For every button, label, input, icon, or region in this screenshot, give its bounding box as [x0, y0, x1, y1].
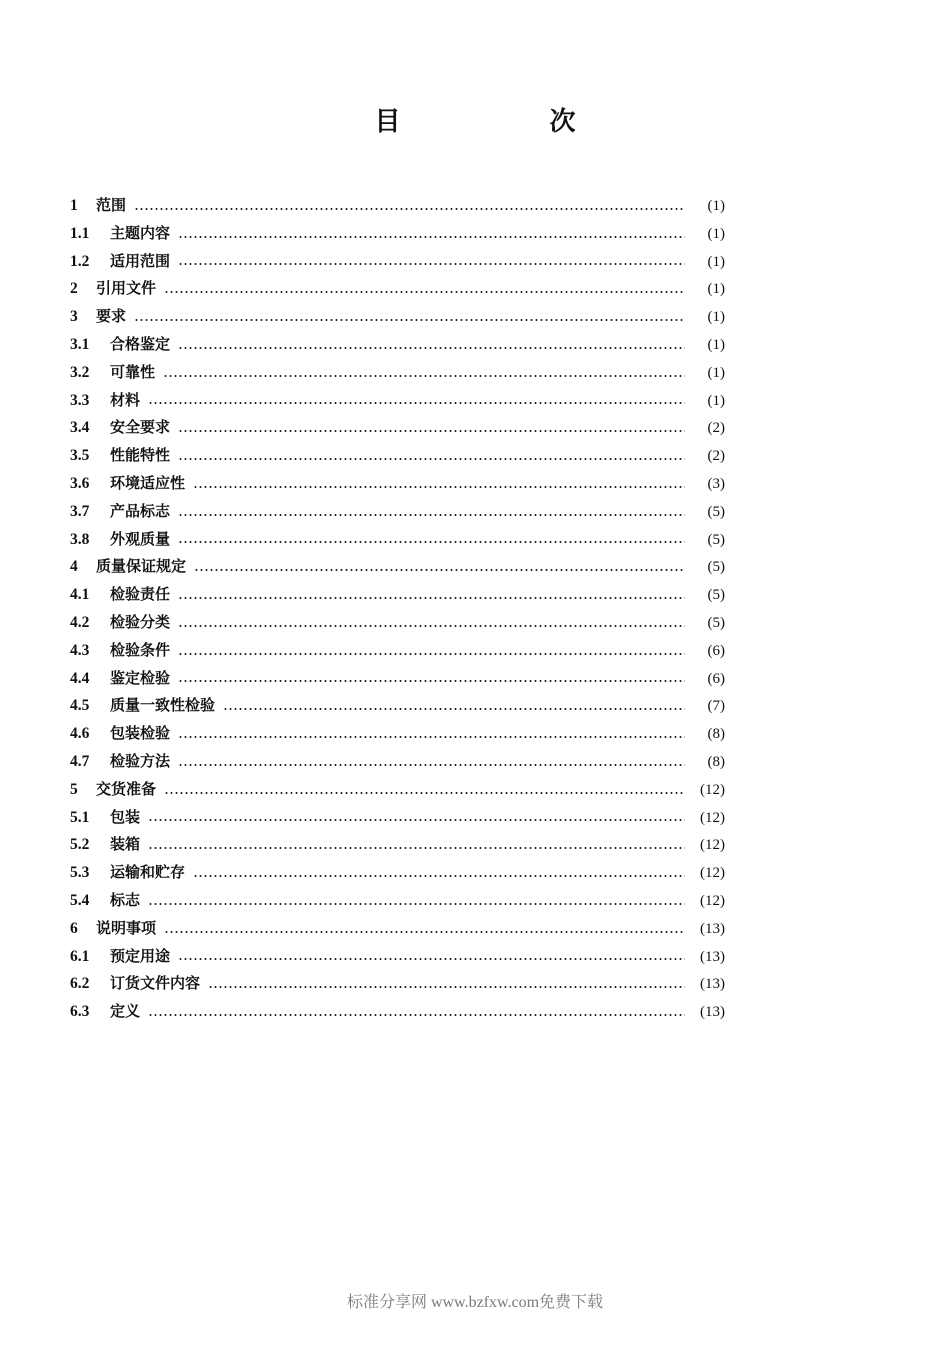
toc-entry-number: 1.2: [70, 252, 90, 270]
toc-entry-title: 包装检验: [110, 724, 171, 743]
toc-entry-number: 3.1: [70, 335, 90, 353]
toc-entry[interactable]: [70, 470, 725, 498]
toc-entry[interactable]: [70, 498, 725, 526]
toc-entry-page: (2): [707, 448, 725, 465]
toc-entry-title: 运输和贮存: [110, 863, 186, 882]
toc-entry-title: 主题内容: [110, 223, 171, 242]
toc-entry-number: 3.5: [70, 447, 90, 465]
toc-entry-number: 3: [70, 308, 78, 326]
toc-entry[interactable]: [70, 220, 725, 248]
toc-entry-number: 6.3: [70, 1003, 90, 1021]
toc-entry[interactable]: [70, 248, 725, 276]
toc-dot-leader: [148, 847, 685, 849]
toc-entry[interactable]: [70, 609, 725, 637]
toc-entry[interactable]: [70, 887, 725, 915]
toc-entry-title: 包装: [110, 807, 141, 826]
toc-entry[interactable]: [70, 692, 725, 720]
toc-entry-title: 可靠性: [110, 362, 156, 381]
toc-entry[interactable]: [70, 414, 725, 442]
toc-entry-page: (13): [700, 920, 725, 937]
toc-entry-title: 定义: [110, 1002, 141, 1021]
footer-watermark: 标准分享网 www.bzfxw.com免费下载: [346, 1294, 604, 1311]
toc-dot-leader: [148, 402, 685, 404]
toc-entry[interactable]: [70, 831, 725, 859]
toc-entry-page: (13): [700, 948, 725, 965]
toc-entry-number: 3.2: [70, 363, 90, 381]
toc-entry-number: 4.2: [70, 613, 90, 631]
toc-entry[interactable]: [70, 748, 725, 776]
toc-entry-title: 订货文件内容: [110, 974, 201, 993]
toc-dot-leader: [193, 875, 685, 877]
toc-entry-number: 3.8: [70, 530, 90, 548]
toc-dot-leader: [223, 708, 685, 710]
toc-entry-page: (8): [707, 753, 725, 770]
page-title: 目 次: [374, 107, 646, 137]
toc-dot-leader: [164, 291, 685, 293]
toc-entry-page: (1): [707, 364, 725, 381]
toc-dot-leader: [134, 319, 685, 321]
toc-dot-leader: [164, 931, 685, 933]
toc-entry-number: 3.7: [70, 502, 90, 520]
toc-entry[interactable]: [70, 637, 725, 665]
toc-entry-number: 6.2: [70, 975, 90, 993]
toc-entry-title: 鉴定检验: [110, 668, 171, 687]
toc-entry-page: (6): [707, 670, 725, 687]
toc-entry[interactable]: [70, 943, 725, 971]
toc-entry-title: 交货准备: [96, 779, 157, 798]
toc-entry-page: (1): [707, 281, 725, 298]
toc-dot-leader: [148, 903, 685, 905]
toc-entry-page: (5): [707, 614, 725, 631]
toc-entry-title: 质量一致性检验: [110, 696, 216, 715]
toc-entry-number: 4: [70, 558, 78, 576]
toc-entry-number: 4.5: [70, 697, 90, 715]
toc-dot-leader: [178, 653, 685, 655]
toc-entry-title: 环境适应性: [110, 473, 186, 492]
toc-entry[interactable]: [70, 581, 725, 609]
toc-entry-title: 说明事项: [96, 918, 157, 937]
toc-dot-leader: [148, 1014, 685, 1016]
toc-entry[interactable]: [70, 553, 725, 581]
toc-entry-number: 5.3: [70, 864, 90, 882]
toc-entry-number: 5: [70, 780, 78, 798]
toc-entry-title: 要求: [96, 307, 127, 326]
toc-entry-page: (8): [707, 726, 725, 743]
toc-entry-page: (12): [700, 837, 725, 854]
toc-entry[interactable]: [70, 720, 725, 748]
toc-entry-title: 产品标志: [110, 501, 171, 520]
toc-dot-leader: [178, 625, 685, 627]
toc-entry-title: 装箱: [110, 835, 141, 854]
toc-dot-leader: [178, 541, 685, 543]
toc-entry-number: 5.1: [70, 808, 90, 826]
toc-entry-title: 检验方法: [110, 751, 171, 770]
toc-entry[interactable]: [70, 804, 725, 832]
toc-entry-number: 5.4: [70, 891, 90, 909]
toc-dot-leader: [134, 208, 685, 210]
toc-entry[interactable]: [70, 387, 725, 415]
toc-dot-leader: [178, 680, 685, 682]
toc-entry-title: 材料: [110, 390, 141, 409]
toc-entry-page: (3): [707, 475, 725, 492]
toc-entry-title: 合格鉴定: [110, 334, 171, 353]
toc-entry-page: (1): [707, 253, 725, 270]
table-of-contents: [70, 192, 725, 1026]
toc-entry-number: 4.3: [70, 641, 90, 659]
toc-dot-leader: [178, 263, 685, 265]
toc-entry-number: 2: [70, 280, 78, 298]
toc-entry-page: (1): [707, 392, 725, 409]
toc-dot-leader: [178, 764, 685, 766]
toc-entry-title: 性能特性: [110, 446, 171, 465]
toc-entry-number: 3.3: [70, 391, 90, 409]
toc-entry-page: (13): [700, 1004, 725, 1021]
toc-entry[interactable]: [70, 970, 725, 998]
toc-dot-leader: [178, 958, 685, 960]
toc-dot-leader: [194, 569, 685, 571]
toc-entry[interactable]: [70, 915, 725, 943]
toc-entry-title: 检验条件: [110, 640, 171, 659]
toc-entry-number: 1: [70, 197, 78, 214]
toc-entry-number: 4.1: [70, 586, 90, 604]
toc-entry[interactable]: [70, 303, 725, 331]
toc-dot-leader: [178, 430, 685, 432]
toc-entry-page: (12): [700, 809, 725, 826]
toc-entry-number: 4.6: [70, 725, 90, 743]
toc-dot-leader: [178, 514, 685, 516]
toc-dot-leader: [148, 819, 685, 821]
toc-entry-page: (5): [707, 531, 725, 548]
toc-entry-page: (6): [707, 642, 725, 659]
toc-dot-leader: [178, 458, 685, 460]
toc-entry-number: 3.6: [70, 474, 90, 492]
toc-entry-page: (12): [700, 865, 725, 882]
toc-entry-number: 6: [70, 919, 78, 937]
toc-dot-leader: [163, 375, 685, 377]
toc-entry[interactable]: [70, 998, 725, 1026]
toc-entry[interactable]: [70, 192, 725, 220]
toc-entry-title: 外观质量: [110, 529, 171, 548]
toc-entry-page: (12): [700, 892, 725, 909]
toc-entry-page: (7): [707, 698, 725, 715]
toc-entry-page: (5): [707, 559, 725, 576]
toc-entry-title: 引用文件: [96, 279, 157, 298]
toc-entry-page: (1): [707, 336, 725, 353]
toc-entry[interactable]: [70, 665, 725, 693]
toc-entry-number: 3.4: [70, 419, 90, 437]
toc-entry-page: (12): [700, 781, 725, 798]
toc-dot-leader: [178, 347, 685, 349]
toc-dot-leader: [164, 792, 685, 794]
toc-entry-number: 5.2: [70, 836, 90, 854]
toc-entry[interactable]: [70, 526, 725, 554]
toc-entry[interactable]: [70, 442, 725, 470]
toc-dot-leader: [208, 986, 685, 988]
toc-entry-page: (2): [707, 420, 725, 437]
toc-entry-title: 适用范围: [110, 251, 171, 270]
toc-entry-page: (5): [707, 587, 725, 604]
toc-entry-title: 范围: [96, 196, 127, 214]
toc-entry-title: 预定用途: [110, 946, 171, 965]
toc-entry-page: (1): [707, 225, 725, 242]
toc-entry-title: 质量保证规定: [96, 557, 187, 576]
toc-entry-title: 检验责任: [110, 585, 171, 604]
toc-dot-leader: [178, 236, 685, 238]
toc-entry[interactable]: [70, 359, 725, 387]
toc-entry[interactable]: [70, 776, 725, 804]
toc-entry-number: 4.7: [70, 752, 90, 770]
toc-entry-title: 安全要求: [110, 418, 171, 437]
toc-entry-page: (13): [700, 976, 725, 993]
toc-entry[interactable]: [70, 275, 725, 303]
toc-entry-page: (1): [707, 309, 725, 326]
toc-entry-page: (5): [707, 503, 725, 520]
toc-entry-page: (1): [707, 198, 725, 214]
toc-entry-number: 6.1: [70, 947, 90, 965]
toc-entry[interactable]: [70, 331, 725, 359]
toc-entry[interactable]: [70, 859, 725, 887]
toc-dot-leader: [178, 736, 685, 738]
toc-entry-title: 检验分类: [110, 612, 171, 631]
toc-entry-number: 1.1: [70, 224, 90, 242]
toc-entry-title: 标志: [110, 890, 141, 909]
toc-dot-leader: [193, 486, 685, 488]
toc-dot-leader: [178, 597, 685, 599]
toc-entry-number: 4.4: [70, 669, 90, 687]
